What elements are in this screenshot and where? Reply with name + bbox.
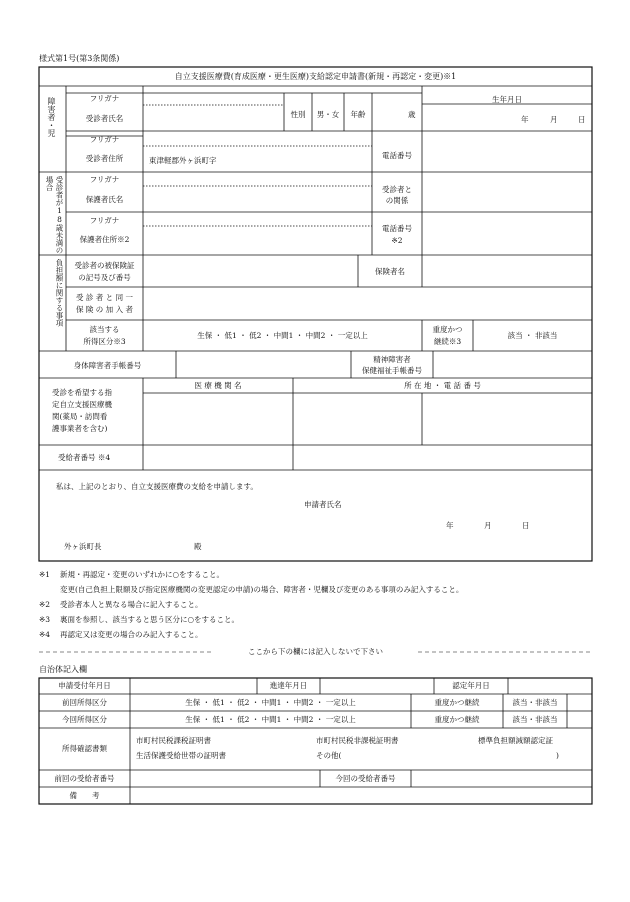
gender-label: 性別 [290, 110, 306, 119]
patient-address-label: 受診者住所 [85, 154, 124, 163]
recipient-number-label: 受給者番号 ※4 [58, 453, 111, 462]
address-furigana-label: フリガナ [89, 135, 120, 144]
office-application-date-label: 申請受付年月日 [58, 681, 111, 690]
applicant-name-field[interactable] [356, 497, 576, 511]
office-current-income-label: 今回所得区分 [62, 715, 107, 724]
disability-handbook-label: 身体障害者手帳番号 [73, 361, 142, 370]
medical-institution-header: 医 療 機 関 名 [194, 381, 242, 390]
insurance-number-field[interactable] [144, 256, 357, 286]
patient-address-value[interactable]: 東津軽郡外ヶ浜町字 [149, 156, 217, 165]
note-mark: ※4 [39, 630, 51, 639]
patient-furigana-field[interactable] [144, 94, 283, 104]
office-previous-recipient-label: 前回の受給者番号 [54, 774, 115, 783]
application-day-unit: 日 [522, 521, 530, 530]
office-doc-3: 標準負担額減額認定証 [478, 736, 553, 745]
guardian-address-label: 保護者住所※2 [79, 235, 130, 244]
guardian-furigana-label: フリガナ [89, 175, 120, 184]
office-doc-4: 生活保護受給世帯の証明書 [136, 751, 226, 760]
note-text: 受診者本人と異なる場合に記入すること。 [60, 600, 203, 609]
office-current-income-options: 生保 ・ 低1 ・ 低2 ・ 中間1 ・ 中間2 ・ 一定以上 [185, 715, 356, 724]
birth-month-unit: 月 [550, 115, 558, 124]
gender-options[interactable]: 男・女 [316, 110, 340, 119]
age-unit: 歳 [408, 110, 416, 119]
guardian-address-field[interactable] [144, 228, 371, 254]
office-doc-5-close: ) [556, 751, 559, 760]
birth-year-unit: 年 [521, 115, 529, 124]
phone-field[interactable] [423, 132, 591, 171]
institution-phone-field[interactable] [423, 394, 591, 444]
office-previous-income-label: 前回所得区分 [62, 698, 107, 707]
income-class-options[interactable]: 生保 ・ 低1 ・ 低2 ・ 中間1 ・ 中間2 ・ 一定以上 [197, 331, 368, 340]
note-text: 裏面を参照し、該当すると思う区分に○をすること。 [60, 615, 240, 624]
applicant-name-label: 申請者氏名 [304, 500, 342, 509]
mental-handbook-label-1: 精神障害者 [373, 355, 411, 364]
form-title: 自立支援医療費(育成医療・更生医療)支給認定申請書(新規・再認定・変更)※1 [174, 72, 457, 81]
office-current-severe-label: 重度かつ継続 [434, 715, 480, 724]
note-text: 新規・再認定・変更のいずれかに○をすること。 [60, 570, 225, 579]
declaration-text: 私は、上記のとおり、自立支援医療費の支給を申請します。 [56, 482, 258, 491]
insurer-field[interactable] [423, 256, 591, 286]
insurance-label-1: 受診者の被保険証 [74, 261, 135, 270]
note-mark: ※2 [39, 600, 51, 609]
same-insurance-field[interactable] [144, 288, 591, 319]
office-progress-date-label: 進達年月日 [269, 681, 308, 690]
office-doc-1: 市町村民税課税証明書 [136, 736, 211, 745]
same-insurance-label-1: 受 診 者 と 同 一 [76, 293, 133, 302]
relation-label-1: 受診者と [382, 185, 412, 194]
institution-label-2: 定自立支援医療機 [52, 400, 112, 409]
income-class-label-2: 所得区分※3 [83, 337, 126, 346]
section-burden-label: 負担額に関する事項 [55, 259, 64, 327]
note-text: 再認定又は変更の場合のみ記入すること。 [60, 630, 203, 639]
income-class-label-1: 該当する [89, 325, 120, 334]
disability-handbook-field[interactable] [177, 352, 350, 377]
phone2-label-2: ※2 [391, 236, 403, 245]
office-approval-date-label: 認定年月日 [452, 681, 490, 690]
guardian-name-field[interactable] [144, 188, 371, 211]
section-minor-label: 受診者が18歳未満の場合 [45, 176, 64, 254]
office-previous-severe-label: 重度かつ継続 [434, 698, 480, 707]
institution-label-1: 受診を希望する指 [52, 388, 112, 397]
same-insurance-label-2: 保 険 の 加 入 者 [76, 305, 133, 314]
relation-field[interactable] [423, 173, 591, 211]
office-current-recipient-label: 今回の受給者番号 [335, 774, 396, 783]
office-doc-2: 市町村民税非課税証明書 [316, 736, 399, 745]
birthdate-label: 生年月日 [492, 95, 522, 104]
honorific-label: 殿 [194, 542, 202, 551]
mental-handbook-field[interactable] [434, 352, 591, 377]
birthdate-field[interactable] [423, 105, 591, 130]
office-doc-5: その他( [316, 751, 342, 760]
insurance-label-2: の記号及び番号 [78, 273, 131, 282]
institution-label-3: 関(薬局・訪問看 [52, 412, 108, 421]
guardian-name-label: 保護者氏名 [85, 195, 124, 204]
phone-label: 電話番号 [382, 151, 412, 160]
application-year-unit: 年 [446, 521, 454, 530]
phone2-label-1: 電話番号 [382, 224, 412, 233]
form-number: 様式第1号(第3条関係) [39, 54, 120, 63]
note-mark: ※3 [39, 615, 51, 624]
office-current-applicable: 該当・非該当 [512, 715, 558, 724]
patient-name-field[interactable] [144, 106, 283, 130]
relation-label-2: の関係 [385, 196, 409, 205]
birth-day-unit: 日 [578, 115, 586, 124]
age-field[interactable] [373, 94, 406, 130]
institution-address-field[interactable] [294, 394, 421, 444]
guardian-address-furigana-label: フリガナ [89, 216, 120, 225]
mental-handbook-label-2: 保健福祉手帳番号 [362, 366, 422, 375]
office-income-docs-label: 所得確認書類 [62, 744, 107, 753]
insurer-label: 保険者名 [375, 267, 405, 276]
office-previous-income-options: 生保 ・ 低1 ・ 低2 ・ 中間1 ・ 中間2 ・ 一定以上 [185, 698, 356, 707]
mayor-label: 外ヶ浜町長 [64, 542, 102, 551]
office-remarks-label: 備 考 [69, 791, 100, 800]
guardian-phone-field[interactable] [423, 213, 591, 254]
recipient-number-field[interactable] [144, 446, 591, 469]
office-previous-applicable: 該当・非該当 [512, 698, 558, 707]
age-label: 年齢 [350, 110, 366, 119]
section-patient-label: 障害者・児 [47, 97, 56, 137]
severe-label-1: 重度かつ [432, 325, 463, 334]
cut-line-text: ここから下の欄には記入しないで下さい [248, 647, 383, 656]
address-phone-header: 所 在 地 ・ 電 話 番 号 [404, 381, 481, 390]
institution-label-4: 護事業者を含む) [52, 424, 108, 433]
severe-applicable-options[interactable]: 該当 ・ 非該当 [507, 331, 558, 340]
office-section-title: 自治体記入欄 [39, 665, 87, 674]
institution-name-field[interactable] [144, 394, 292, 444]
application-month-unit: 月 [484, 521, 492, 530]
note-text: 変更(自己負担上限額及び指定医療機関の変更認定の申請)の場合、障害者・児欄及び変更のある事項のみ記入すること。 [60, 585, 464, 594]
note-mark: ※1 [39, 570, 51, 579]
patient-furigana-label: フリガナ [89, 94, 120, 103]
severe-label-2: 継続※3 [433, 337, 462, 346]
patient-name-label: 受診者氏名 [85, 114, 124, 123]
